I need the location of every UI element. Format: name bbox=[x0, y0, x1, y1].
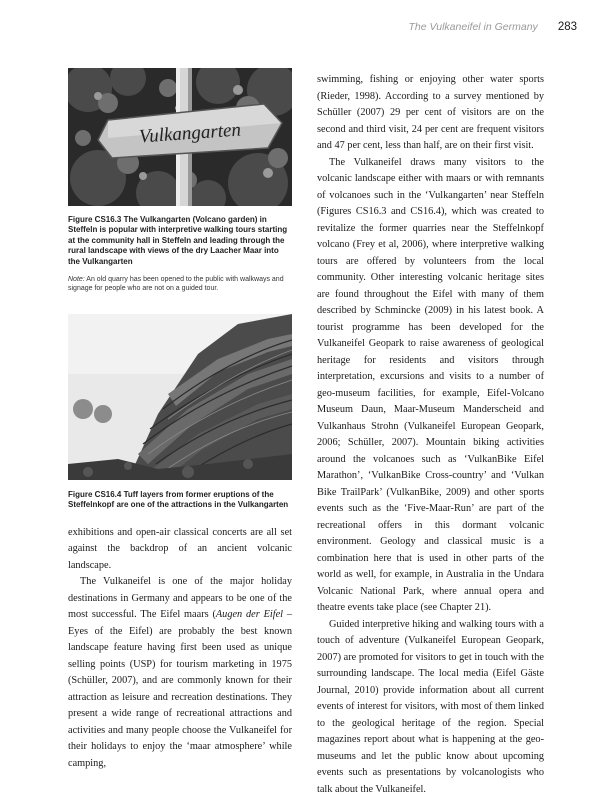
tuff-photo bbox=[68, 314, 292, 480]
figure-caption-cs16-4: Figure CS16.4 Tuff layers from former eruptions of the Steffelnkopf are one of the attractions in the Vulkangarten bbox=[68, 489, 289, 510]
figure-vulkangarten-sign bbox=[68, 68, 292, 206]
left-paragraph-2-part-b: – Eyes of the Eifel) are probably the best known landscape feature having first been used as unique selling points (USP) for tourism marketing in 1975 (Schüller, 2007), and are commonly known for their attraction as leisure and recreation destinations. They present a wide range of recreational attractions and activities and many people choose the Vulkaneifel for their holidays to enjoy the ‘maar atmosphere’ while camping, bbox=[68, 609, 292, 769]
left-paragraph-2-italic: Augen der Eifel bbox=[215, 609, 284, 621]
running-head bbox=[408, 19, 577, 35]
right-paragraph-1: swimming, fishing or enjoying other water sports (Rieder, 1998). According to a survey mentioned by Schüller (2007) 29 per cent of visitors are on the second and third visit, 24 per cent are frequent visitors and 47 per cent, less than half, are on their first visit. bbox=[317, 74, 544, 151]
note-text: An old quarry has been opened to the public with walkways and signage for people who are not on a guided tour. bbox=[68, 276, 284, 293]
note-label: Note: bbox=[68, 276, 85, 284]
right-column bbox=[317, 72, 544, 798]
figure-caption-cs16-3: Figure CS16.3 The Vulkangarten (Volcano garden) in Steffeln is popular with interpretive walking tours starting at the community hall in Steffeln and leading through the rural landscape with views of the dry Laacher Maar into the Vulkangarten bbox=[68, 215, 288, 266]
right-paragraph-3: Guided interpretive hiking and walking tours with a touch of adventure (Vulkaneifel European Geopark, 2007) are promoted for visitors to get in touch with the surrounding landscape. The local media (Eifel Gäste Journal, 2010) provide information about all current events of interest for visitors, with most of them linked to the geological heritage of the region. Special magazines report about what is happening at the geo-museums and let the public know about upcoming events such as presentations by volcanologists who talk about the Vulkaneifel. bbox=[317, 618, 544, 795]
figure-note bbox=[68, 275, 292, 294]
left-paragraph-1: exhibitions and open-air classical concerts are all set against the backdrop of an ancient volcanic landscape. bbox=[68, 526, 292, 571]
figure-tuff-layers bbox=[68, 314, 292, 480]
sign-text: Vulkangarten bbox=[138, 119, 242, 148]
page-number: 283 bbox=[557, 21, 577, 33]
right-paragraph-2: The Vulkaneifel draws many visitors to the volcanic landscape either with maars or with remnants of volcanoes such in the ‘Vulkangarten’ near Steffeln (Figures CS16.3 and CS16.4), which was created to revitalize the former quarries near the Steffelnkopf volcano (Frey et al, 2006), where interpretive walking tours are offered by volunteers from the local community. Other interesting volcanic heritage sites are found throughout the Eifel with many of them described by Schmincke (2009) in his latest book. A tourist programme has been developed for the Vulkaneifel Geopark to raise awareness of geological heritage for residents and visitors through interpretation, excursions and visits to a number of geo-museum facilities, for example, Eifel-Volcano Museum Daun, Maar-Museum Manderscheid and Vulkanhaus Strohn (Vulkaneifel European Geopark, 2006; Schüller, 2007). Mountain biking activities around the volcanoes such as ‘VulkanBike Eifel Marathon’, ‘VulkanBike Cross-country’ and ‘Vulkan Bike TrailPark’ (VulkanBike, 2009) and other sports events such as the ‘Five-Maar-Run’ are part of the recreational offers in this dormant volcanic environment. Geology and classical music is a combination here that is used in other parts of the world as well, for example, in Australia in the Undara Volcanic National Park, where annual opera and theatre events take place (see Chapter 21). bbox=[317, 156, 544, 613]
left-column bbox=[68, 68, 292, 772]
sign-photo bbox=[68, 68, 292, 206]
left-paragraph-2-part-a: The Vulkaneifel is one of the major holiday destinations in Germany and appears to be one of the most successful. The Eifel maars ( bbox=[68, 576, 292, 621]
left-paragraph-2 bbox=[68, 574, 292, 772]
running-head-title: The Vulkaneifel in Germany bbox=[408, 21, 538, 33]
